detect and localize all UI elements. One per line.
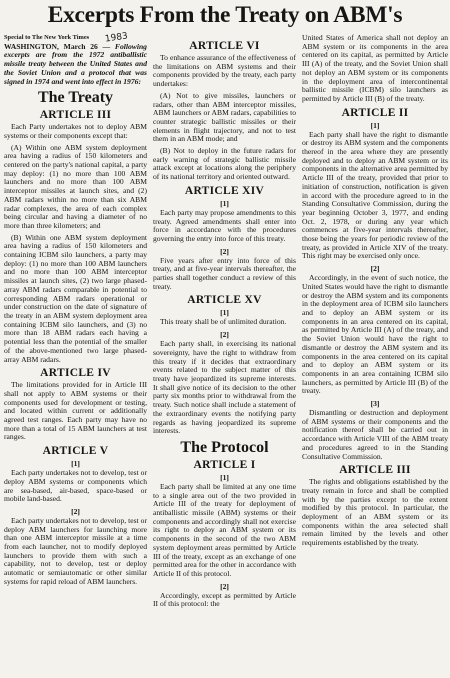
article-paragraph: The limitations provided for in Article III shall not apply to ABM systems or their components used for development or testing, and located within current or additionally agreed test ranges. Each party may have no more than a total of 15 ABM launchers at test ranges. (4, 380, 147, 442)
byline: Special to The New York Times (4, 34, 90, 41)
handwritten-note: 1983 (104, 31, 129, 45)
paragraph-number: [1] (71, 459, 80, 469)
article-heading: ARTICLE XV (187, 294, 262, 307)
intro-text: — Following excerpts are from the 1972 antiballistic missile treaty between the United States and the Soviet Union and a protocol that was signed in 1974 and went into effect in 1976: (4, 41, 147, 86)
article-paragraph: Each party shall be limited at any one time to a single area out of the two provided in Article III of the treaty for deployment of antiballistic missile (ABM) systems or their components and accordingly shall not exercise its right to deploy an ABM system or its components in the second of the two ABM system deployment areas permitted by Article III of the treaty, except as an exchange of one permitted area for the other in accordance with Article II of this protocol. (153, 481, 296, 578)
article-paragraph: Dismantling or destruction and deployment of ABM systems or their components and the notification thereof shall be carried out in accordance with Article VIII of the ABM treaty and procedures agreed to in the Standing Consultative Commission. (302, 408, 448, 461)
column-3 (302, 34, 448, 676)
paragraph-number: [1] (220, 198, 229, 208)
paragraph-number: [3] (370, 399, 380, 409)
section-title-treaty: The Treaty (37, 89, 114, 107)
article-heading: ARTICLE I (193, 458, 256, 471)
paragraph-number: [2] (220, 246, 229, 256)
paragraph-number: [2] (220, 330, 229, 340)
article-heading: ARTICLE III (39, 109, 112, 122)
article-heading: ARTICLE XIV (184, 184, 265, 197)
article-paragraph: Each party undertakes not to develop, test or deploy ABM systems or components which are sea-based, air-based, space-based or mobile land-based. (4, 468, 147, 504)
article-paragraph: Each Party undertakes not to deploy ABM systems or their components except that: (4, 122, 147, 140)
headline: Excerpts From the Treaty on ABM's (47, 2, 403, 28)
article-paragraph: Each party undertakes not to develop, test or deploy ABM launchers for launching more than one ABM interceptor missile at a time from each launcher, not to modify deployed launchers to provide them with such a capability, not to develop, test or deploy automatic or semiautomatic or other similar systems for rapid reload of ABM launchers. (4, 515, 147, 586)
intro-paragraph (4, 43, 147, 87)
article-heading: ARTICLE VI (189, 40, 260, 52)
article-paragraph: (A) Not to give missiles, launchers or radars, other than ABM interceptor missiles, ABM launchers or ABM radars, capabilities to counter strategic ballistic missiles or their elements in flight trajectory, and not to test them in an ABM mode; and (153, 90, 296, 144)
column-1 (4, 34, 147, 676)
article-paragraph: (A) Within one ABM system deployment area having a radius of 150 kilometers and centered on the party's national capital, a party may deploy: (1) no more than 100 ABM launchers and no more than 100 ABM interceptor missiles at launch sites, and (2) ABM radars within no more than six ABM radar complexes, the area of each complex being circular and having a diameter of no more than three kilometers; and (4, 142, 147, 230)
article-heading: ARTICLE IV (40, 367, 111, 380)
article-paragraph: Accordingly, in the event of such notice, the United States would have the right to dismantle or destroy the ABM system and its components in the deployment area of ICBM silo launchers and to deploy an ABM system or its components in an area centered on its capital, as permitted by Article III (A) of the treaty, and the Soviet Union would have the right to dismantle or destroy the ABM system and its components in the area centered on its capital and to deploy an ABM system or its components in an area containing ICBM silo launchers, as permitted by Article III (B) of the treaty. (302, 273, 448, 396)
article-paragraph: This treaty shall be of unlimited duration. (160, 317, 287, 327)
article-paragraph: Five years after entry into force of this treaty, and at five-year intervals thereafter, the parties shall together conduct a review of this treaty. (153, 255, 296, 291)
paragraph-number: [2] (71, 506, 80, 516)
article-paragraph: Accordingly, except as permitted by Article II of this protocol: the (153, 590, 296, 609)
article-heading: ARTICLE II (341, 106, 409, 119)
article-paragraph: Each party shall, in exercising its national sovereignty, have the right to withdraw from this treaty if it decides that extraordinary events related to the subject matter of this treaty have jeopardized its supreme interests. It shall give notice of its decision to the other party six months prior to withdrawal from the treaty. Such notice shall include a statement of the extraordinary events the notifying party regards as having jeopardized its supreme interests. (153, 339, 296, 436)
article-heading: ARTICLE III (339, 464, 411, 477)
continued-paragraph: United States of America shall not deploy an ABM system or its components in the area centered on its capital, as permitted by Article III (A) of the treaty, and the Soviet Union shall not deploy an ABM system or its components in the deployment area of intercontinental ballistic missile (ICBM) silo launchers as permitted by Article III (B) of the treaty. (302, 34, 448, 103)
article-heading: ARTICLE V (42, 445, 109, 458)
dateline: WASHINGTON, March 26 (4, 41, 98, 51)
article-paragraph: Each party may propose amendments to this treaty. Agreed amendments shall enter into force in accordance with the procedures governing the entry into force of this treaty. (153, 207, 296, 243)
section-title-protocol: The Protocol (180, 438, 269, 456)
article-paragraph: Each party shall have the right to dismantle or destroy its ABM system and the components thereof in the area where they are presently deployed and to deploy an ABM system or its components in the alternative area permitted by Article III of the treaty, provided that prior to initiation of construction, notification is given in accord with the procedure agreed to in the Standing Consultative Commission, during the year beginning October 3, 1977, and ending Oct. 2, 1978, or during any year which commences at five-year intervals thereafter, those being the years for periodic review of the treaty, as provided in Article XIV of the treaty. This right may be exercised only once. (302, 129, 448, 261)
article-paragraph: (B) Not to deploy in the future radars for early warning of strategic ballistic missile attack except at locations along the periphery of its national territory and oriented outward. (153, 146, 296, 182)
article-paragraph: (B) Within one ABM system deployment area having a radius of 150 kilometers and containing ICBM silo launchers, a party may deploy: (1) no more than 100 ABM launchers and no more than 100 ABM interceptor missiles at launch sites, (2) two large phased-array ABM radars comparable in potential to corresponding ABM radars operational or under construction on the date of signature of the treaty in an ABM system deployment area containing ICBM silo launchers, and (3) no more than 18 ABM radars each having a potential less than the potential of the smaller of the above-mentioned two large phased-array ABM radars. (4, 232, 147, 364)
article-paragraph: The rights and obligations established by the treaty remain in force and shall be complied with by the parties except to the extent modified by this protocol. In particular, the deployment of an ABM system or its components within the area selected shall remain limited by the levels and other requirements established by the treaty. (302, 477, 448, 548)
column-2 (153, 34, 296, 676)
paragraph-number: [1] (220, 308, 229, 318)
article-paragraph: To enhance assurance of the effectiveness of the limitations on ABM systems and their components provided by the treaty, each party undertakes: (153, 53, 296, 89)
paragraph-number: [2] (220, 581, 229, 591)
paragraph-number: [2] (370, 264, 380, 274)
paragraph-number: [1] (220, 472, 229, 482)
paragraph-number: [1] (370, 120, 380, 130)
